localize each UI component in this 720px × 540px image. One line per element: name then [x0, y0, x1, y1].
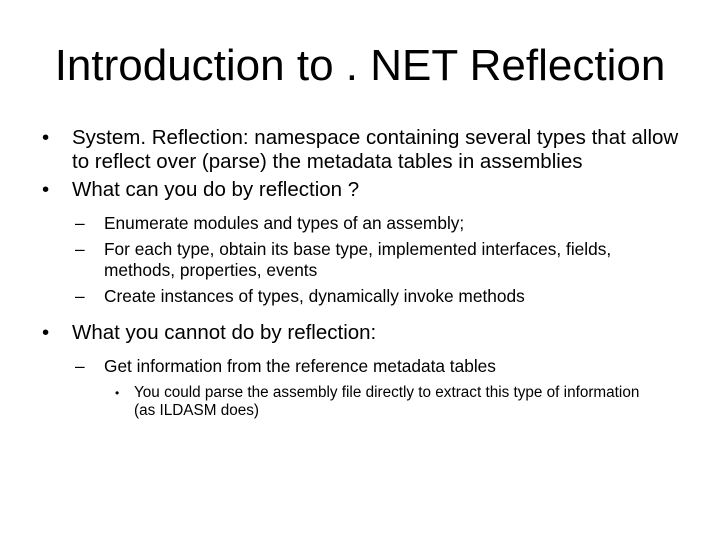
bullet-2 [0, 178, 720, 202]
slide-content [0, 126, 720, 420]
bullet-marker: • [42, 321, 50, 344]
dash-marker: – [75, 286, 85, 306]
dash-marker: – [75, 356, 85, 376]
sub-bullet-3-1-text: Get information from the reference metadata tables [104, 356, 496, 376]
sub-sub-bullet-3-1-1 [0, 384, 720, 420]
sub-sub-bullet-3-1-1-text: You could parse the assembly file directly to extract this type of information (as ILDASM does) [134, 384, 640, 419]
sub-bullet-2-1-text: Enumerate modules and types of an assembly; [104, 213, 465, 233]
bullet-1-text: System. Reflection: namespace containing several types that allow to reflect over (parse) the metadata tables in assemblies [72, 126, 679, 173]
bullet-1 [0, 126, 720, 174]
bullet-marker: • [42, 126, 50, 149]
bullet-marker: • [115, 386, 120, 400]
dash-marker: – [75, 213, 85, 233]
sub-bullet-2-3-text: Create instances of types, dynamically invoke methods [104, 286, 525, 306]
sub-bullet-2-2 [0, 239, 720, 281]
bullet-2-text: What can you do by reflection ? [72, 178, 360, 201]
bullet-3-text: What you cannot do by reflection: [72, 321, 377, 344]
sub-bullet-2-1 [0, 213, 720, 234]
slide-title: Introduction to . NET Reflection [54, 41, 666, 90]
bullet-marker: • [42, 178, 50, 201]
bullet-3 [0, 321, 720, 345]
sub-bullet-2-2-text: For each type, obtain its base type, implemented interfaces, fields, methods, properties, events [104, 239, 612, 280]
sub-bullet-3-1 [0, 356, 720, 377]
sub-bullet-2-3 [0, 286, 720, 307]
dash-marker: – [75, 239, 85, 259]
